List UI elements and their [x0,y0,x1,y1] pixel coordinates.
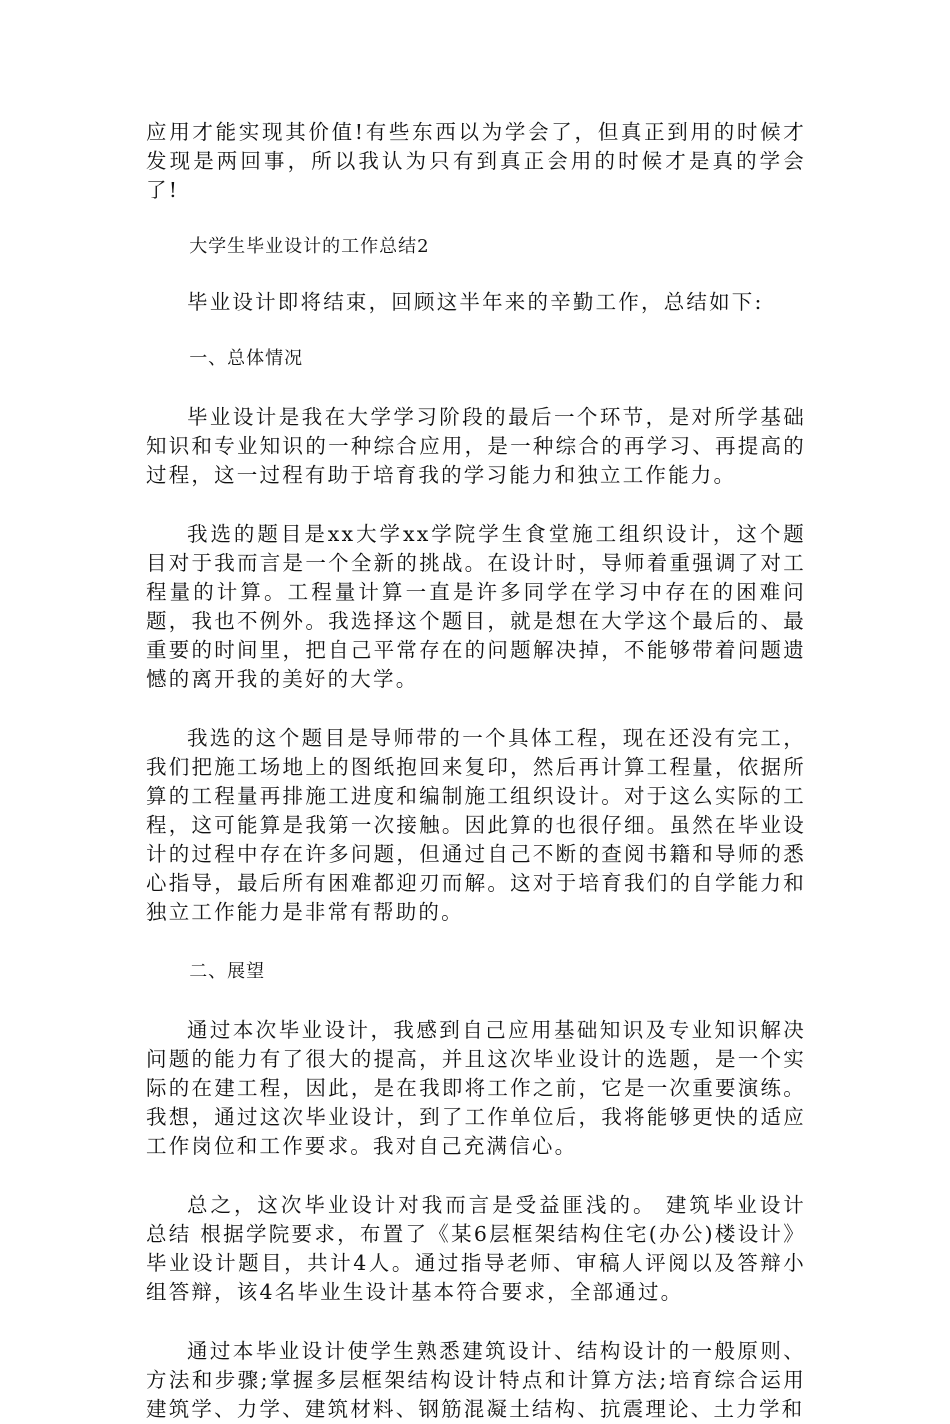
document-page [146,118,806,1424]
paragraph-continuation: 应用才能实现其价值!有些东西以为学会了，但真正到用的时候才发现是两回事，所以我认为只有到真正会用的时候才是真的学会了! [146,120,806,202]
paragraph-objectives: 通过本毕业设计使学生熟悉建筑设计、结构设计的一般原则、方法和步骤;掌握多层框架结构设计特点和计算方法;培育综合运用建筑学、力学、建筑材料、钢筋混凝土结构、抗震理论、土力学和 [146,1339,806,1421]
section-heading-overview: 一、总体情况 [189,348,304,369]
paragraph-overview: 毕业设计是我在大学学习阶段的最后一个环节，是对所学基础知识和专业知识的一种综合应用，是一种综合的再学习、再提高的过程，这一过程有助于培育我的学习能力和独立工作能力。 [146,405,806,487]
paragraph-outlook: 通过本次毕业设计，我感到自己应用基础知识及专业知识解决问题的能力有了很大的提高，并且这次毕业设计的选题，是一个实际的在建工程，因此，是在我即将工作之前，它是一次重要演练。我想，通过这次毕业设计，到了工作单位后，我将能够更快的适应工作岗位和工作要求。我对自己充满信心。 [146,1018,806,1158]
paragraph-topic: 我选的题目是xx大学xx学院学生食堂施工组织设计，这个题目对于我而言是一个全新的挑战。在设计时，导师着重强调了对工程量的计算。工程量计算一直是许多同学在学习中存在的困难问题，我也不例外。我选择这个题目，就是想在大学这个最后的、最重要的时间里，把自己平常存在的问题解决掉，不能够带着问题遗憾的离开我的美好的大学。 [146,522,806,691]
section-heading-outlook: 二、展望 [189,961,266,982]
paragraph-summary: 总之，这次毕业设计对我而言是受益匪浅的。 建筑毕业设计总结 根据学院要求，布置了《某6层框架结构住宅(办公)楼设计》毕业设计题目，共计4人。通过指导老师、审稿人评阅以及答辩小组答辩，该4名毕业生设计基本符合要求，全部通过。 [146,1193,806,1304]
document-title: 大学生毕业设计的工作总结2 [189,236,430,257]
paragraph-project: 我选的这个题目是导师带的一个具体工程，现在还没有完工，我们把施工场地上的图纸抱回来复印，然后再计算工程量，依据所算的工程量再排施工进度和编制施工组织设计。对于这么实际的工程，这可能算是我第一次接触。因此算的也很仔细。虽然在毕业设计的过程中存在许多问题，但通过自己不断的查阅书籍和导师的悉心指导，最后所有困难都迎刃而解。这对于培育我们的自学能力和独立工作能力是非常有帮助的。 [146,726,806,924]
intro-paragraph: 毕业设计即将结束，回顾这半年来的辛勤工作，总结如下: [187,290,764,314]
